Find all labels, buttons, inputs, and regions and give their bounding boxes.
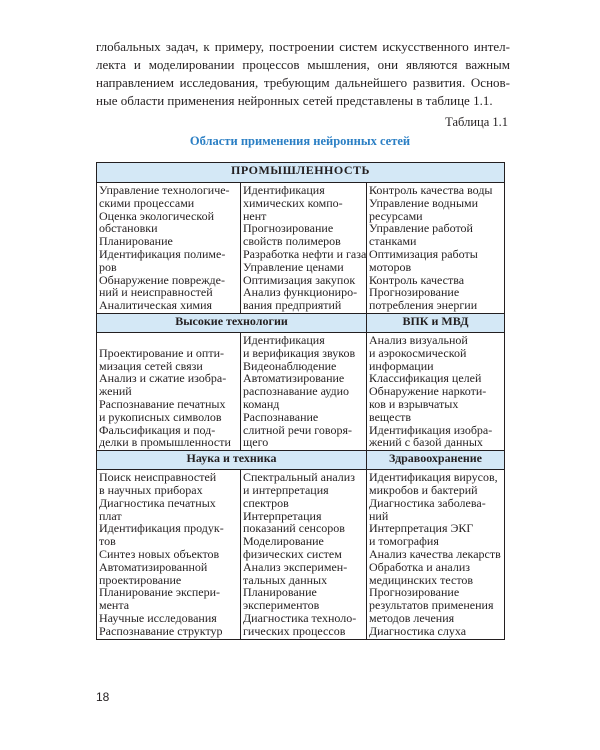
cell-line: Оценка экологической <box>99 208 214 223</box>
table-cell <box>367 183 505 314</box>
section-heading-row <box>97 163 505 183</box>
table-title: Области применения нейронных сетей <box>189 134 411 148</box>
cell-line: ров <box>99 259 117 274</box>
cell-line: Анализ и сжатие изобра- <box>99 371 227 386</box>
cell-line: веществ <box>369 409 412 424</box>
cell-line: Идентификация вирусов, <box>369 470 498 485</box>
cell-line: ний <box>369 508 389 523</box>
cell-line: Классификация целей <box>369 371 482 386</box>
cell-line: и верификация звуков <box>243 345 356 360</box>
cell-line: и интерпретация <box>243 482 329 497</box>
cell-line: проектирование <box>99 572 182 587</box>
cell-line: команд <box>243 396 280 411</box>
cell-line: Анализ визуальной <box>369 332 468 347</box>
cell-line: Разработка нефти и газа <box>243 246 367 261</box>
cell-line: жений <box>99 384 132 399</box>
cell-line: ков и взрывчатых <box>369 396 459 411</box>
cell-line: плат <box>99 508 122 523</box>
cell-line: жений с базой данных <box>369 435 483 450</box>
cell-line: Обнаружение поврежде- <box>99 272 225 287</box>
cell-line: химических компо- <box>243 195 343 210</box>
intro-line: глобальных задач, к примеру, построении систем искусственного интел- <box>96 39 510 54</box>
cell-line: в научных приборах <box>99 482 203 497</box>
cell-line: щего <box>243 435 269 450</box>
cell-line: Распознавание структур <box>99 623 223 638</box>
cell-line: свойств полимеров <box>243 234 341 249</box>
cell-line: Распознавание <box>243 409 319 424</box>
cell-line: Планирование <box>243 585 317 600</box>
cell-line: Диагностика печатных <box>99 495 216 510</box>
cell-line: Планирование экспери- <box>99 585 221 600</box>
cell-line: и томография <box>369 534 439 549</box>
cell-line: Управление работой <box>369 221 473 236</box>
cell-line: Обнаружение наркоти- <box>369 384 487 399</box>
table-cell <box>241 183 367 314</box>
cell-line: медицинских тестов <box>369 572 474 587</box>
table-cell <box>367 470 505 639</box>
cell-line: ресурсами <box>369 208 423 223</box>
cell-line: Идентификация <box>243 332 325 347</box>
page-number: 18 <box>96 690 110 704</box>
intro-line: ные области применения нейронных сетей представлены в таблице 1.1. <box>96 93 493 108</box>
cell-line: микробов и бактерий <box>369 482 478 497</box>
table-number-label: Таблица 1.1 <box>445 115 508 129</box>
cell-line: Управление ценами <box>243 259 344 274</box>
cell-line <box>99 334 238 347</box>
section-content-row <box>97 332 505 450</box>
cell-line: Моделирование <box>243 534 324 549</box>
cell-line: Идентификация полиме- <box>99 246 226 261</box>
section-content-row <box>97 183 505 314</box>
cell-line: спектров <box>243 495 289 510</box>
section-heading-science: Наука и техника <box>97 451 367 470</box>
section-heading-industry: ПРОМЫШЛЕННОСТЬ <box>97 163 505 183</box>
cell-line: станками <box>369 234 417 249</box>
table-cell <box>97 332 241 450</box>
cell-line: тальных данных <box>243 572 328 587</box>
cell-line: физических систем <box>243 546 342 561</box>
table-cell <box>241 332 367 450</box>
cell-line: Идентификация изобра- <box>369 422 493 437</box>
section-heading-defense: ВПК и МВД <box>367 313 505 332</box>
cell-line: Оптимизация закупок <box>243 272 356 287</box>
applications-table <box>96 162 505 640</box>
cell-line: нент <box>243 208 267 223</box>
cell-line: Поиск неисправностей <box>99 470 217 485</box>
cell-line: Прогнозирование <box>369 585 460 600</box>
table-cell <box>241 470 367 639</box>
cell-line: информации <box>369 358 434 373</box>
cell-line: Диагностика техноло- <box>243 610 357 625</box>
cell-line: Автоматизирование <box>243 371 345 386</box>
cell-line: Синтез новых объектов <box>99 546 220 561</box>
cell-line: вания предприятий <box>243 298 342 313</box>
cell-line: тов <box>99 534 116 549</box>
cell-line: Анализ функциониро- <box>243 285 358 300</box>
cell-line: и рукописных символов <box>99 409 222 424</box>
cell-line: Управление технологиче- <box>99 183 230 197</box>
table-cell <box>367 332 505 450</box>
cell-line: Прогнозирование <box>243 221 334 236</box>
table-cell <box>97 183 241 314</box>
cell-line: Планирование <box>99 234 173 249</box>
cell-line: Автоматизированной <box>99 559 208 574</box>
cell-line: Обработка и анализ <box>369 559 471 574</box>
cell-line: мента <box>99 598 130 613</box>
cell-line: Контроль качества <box>369 272 465 287</box>
cell-line: мизация сетей связи <box>99 358 203 373</box>
cell-line: экспериментов <box>243 598 320 613</box>
cell-line: Диагностика слуха <box>369 623 467 638</box>
intro-line: направлением исследования, требующим дальнейшего развития. Основ- <box>96 75 510 90</box>
cell-line: Научные исследования <box>99 610 217 625</box>
cell-line: результатов применения <box>369 598 494 613</box>
cell-line: ний и неисправностей <box>99 285 213 300</box>
section-content-row <box>97 470 505 639</box>
cell-line: Видеонаблюдение <box>243 358 337 373</box>
cell-line: Спектральный анализ <box>243 470 355 485</box>
cell-line: Идентификация продук- <box>99 521 224 536</box>
cell-line: Анализ качества лекарств <box>369 546 501 561</box>
intro-paragraph <box>96 38 510 110</box>
cell-line: показаний сенсоров <box>243 521 345 536</box>
section-heading-healthcare: Здравоохранение <box>367 451 505 470</box>
cell-line: слитной речи говоря- <box>243 422 353 437</box>
section-heading-row <box>97 451 505 470</box>
cell-line: Контроль качества воды <box>369 183 493 197</box>
cell-line: обстановки <box>99 221 158 236</box>
cell-line: распознавание аудио <box>243 384 350 399</box>
cell-line: Прогнозирование <box>369 285 460 300</box>
table-cell <box>97 470 241 639</box>
cell-line: методов лечения <box>369 610 455 625</box>
cell-line: Аналитическая химия <box>99 298 213 313</box>
cell-line: моторов <box>369 259 412 274</box>
intro-line: лекта и моделировании процессов мышления, они являются важным <box>96 57 510 72</box>
cell-line: Фальсификация и под- <box>99 422 216 437</box>
cell-line: Диагностика заболева- <box>369 495 486 510</box>
cell-line: Идентификация <box>243 183 325 197</box>
cell-line: Управление водными <box>369 195 479 210</box>
cell-line: Проектирование и опти- <box>99 345 224 360</box>
cell-line: гических процессов <box>243 623 346 638</box>
cell-line: потребления энергии <box>369 298 478 313</box>
cell-line: Распознавание печатных <box>99 396 226 411</box>
section-heading-high-tech: Высокие технологии <box>97 313 367 332</box>
cell-line: и аэрокосмической <box>369 345 467 360</box>
cell-line: Анализ эксперимен- <box>243 559 348 574</box>
cell-line: Интерпретация ЭКГ <box>369 521 474 536</box>
cell-line: делки в промышленности <box>99 435 231 450</box>
cell-line: Оптимизация работы <box>369 246 478 261</box>
cell-line: Интерпретация <box>243 508 322 523</box>
cell-line: скими процессами <box>99 195 195 210</box>
section-heading-row <box>97 313 505 332</box>
